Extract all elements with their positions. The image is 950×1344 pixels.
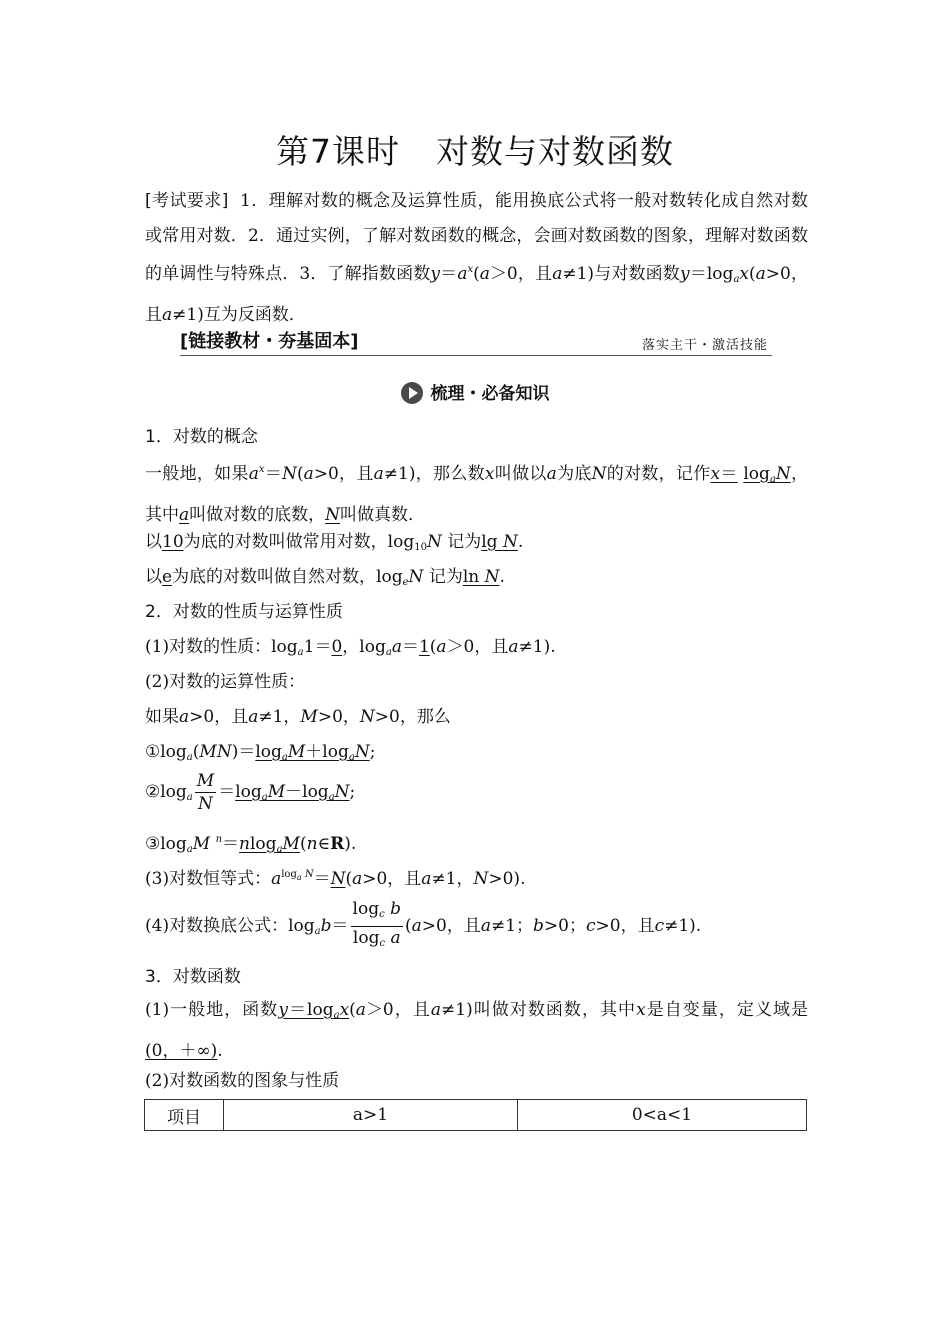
table-header-item: 项目 <box>145 1100 224 1131</box>
page-title: 第7课时 对数与对数函数 <box>276 132 674 171</box>
exam-requirements: [考试要求] 1．理解对数的概念及运算性质，能用换底公式将一般对数转化成自然对数或常用对数．2．通过实例，了解对数函数的概念，会画对数函数的图象，理解对数函数的单调性与特殊点．3．了解指数函数$y=a^x(a>0$，且a≠1)与对数函数$y=\log_ax(a>0$，且a≠1)互为反函数． <box>145 191 808 325</box>
knowledge-subheading: 梳理・必备知识 <box>0 379 950 404</box>
natural-log-line: 以e为底的对数叫做自然对数，$\log_eN$ 记为ln N. <box>145 567 505 588</box>
log-operations-condition: 如果a>0，且a≠1，M>0，N>0，那么 <box>145 707 451 727</box>
banner-title: [链接教材・夯基固本] <box>180 331 359 352</box>
log-definition: 一般地，如果$a^x=N(a>0$，且a≠1)，那么数x叫做以a为底N的对数，记作$x= \log_aN$，其中a叫做对数的底数，N叫做真数． <box>145 464 809 525</box>
change-of-base: (4)对数换底公式：$\log_ab=$ $\frac{\log_c b}{\log_c a}$ (a>0，且a≠1；b>0；c>0，且c≠1). <box>145 899 702 949</box>
banner-subtitle: 落实主干・激活技能 <box>641 338 768 353</box>
properties-table <box>144 1099 807 1131</box>
play-icon <box>401 382 423 404</box>
graph-properties-heading: (2)对数函数的图象与性质 <box>145 1071 340 1091</box>
power-rule: $③\log_aM$ $^n$＝nlog$_a$M(n∈R). <box>145 834 357 855</box>
requirements-tag: [考试要求] <box>145 191 229 211</box>
table-header-row <box>145 1100 807 1131</box>
section-heading-2: 2．对数的性质与运算性质 <box>145 602 343 622</box>
product-rule: $①\log_a(MN)=\log_aM+\log_aN$; <box>145 742 376 763</box>
quotient-rule: $②\log_a$ $\frac{M}{N}$ $=\log_aM-\log_aN$; <box>145 771 356 814</box>
section-heading-3: 3．对数函数 <box>145 967 241 987</box>
log-operations-heading: (2)对数的运算性质： <box>145 672 306 692</box>
common-log-line: 以10为底的对数叫做常用对数，$\log_{10}N$ 记为lg N. <box>145 532 524 553</box>
log-identity: (3)对数恒等式：$a^{log_a N}=N(a>0$，且a≠1，N>0). <box>145 869 526 889</box>
log-properties: (1)对数的性质：$\log_a1=0$，$\log_aa=1(a>0$，且a≠1). <box>145 637 556 658</box>
table-header-a-between: 0<a<1 <box>518 1100 807 1131</box>
table-header-a-gt-1: a>1 <box>224 1100 518 1131</box>
section-banner <box>180 327 772 356</box>
log-function-definition: (1)一般地，函数$y=\log_ax(a>0$，且a≠1)叫做对数函数，其中x是自变量，定义域是(0，＋∞). <box>145 1000 809 1061</box>
section-heading-1: 1．对数的概念 <box>145 427 258 447</box>
